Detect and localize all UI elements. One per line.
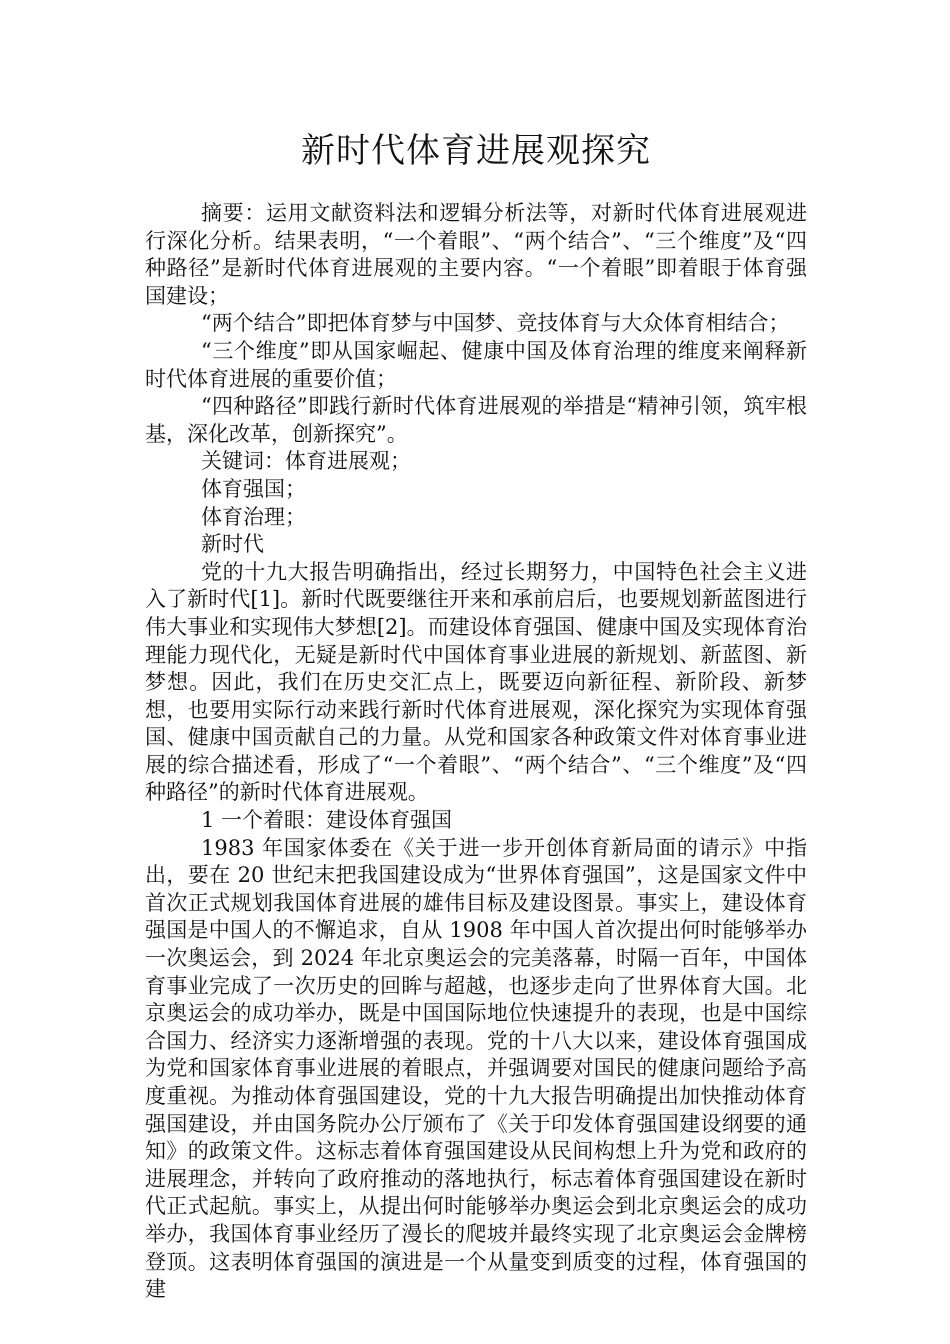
keyword-item: 新时代 <box>201 532 264 557</box>
document-title: 新时代体育进展观探究 <box>301 131 651 171</box>
abstract-paragraph: 摘要：运用文献资料法和逻辑分析法等，对新时代体育进展观进行深化分析。结果表明，“一个着眼”、“两个结合”、“三个维度”及“四种路径”是新时代体育进展观的主要内容。“一个着眼”即着眼于体育强国建设； <box>145 201 807 308</box>
body-paragraph: 1983 年国家体委在《关于进一步开创体育新局面的请示》中指出，要在 20 世纪末把我国建设成为“世界体育强国”，这是国家文件中首次正式规划我国体育进展的雄伟目标及建设图景。事实上，建设体育强国是中国人的不懈追求，自从 1908 年中国人首次提出何时能够举办一次奥运会，到 2024 年北京奥运会的完美落幕，时隔一百年，中国体育事业完成了一次历史的回眸与超越，也逐步走向了世界体育大国。北京奥运会的成功举办，既是中国国际地位快速提升的表现，也是中国综合国力、经济实力逐渐增强的表现。党的十八大以来，建设体育强国成为党和国家体育事业进展的着眼点，并强调要对国民的健康问题给予高度重视。为推动体育强国建设，党的十九大报告明确提出加快推动体育强国建设，并由国务院办公厅颁布了《关于印发体育强国建设纲要的通知》的政策文件。这标志着体育强国建设从民间构想上升为党和政府的进展理念，并转向了政府推动的落地执行，标志着体育强国建设在新时代正式起航。事实上，从提出何时能够举办奥运会到北京奥运会的成功举办，我国体育事业经历了漫长的爬坡并最终实现了北京奥运会金牌榜登顶。这表明体育强国的演进是一个从量变到质变的过程，体育强国的建 <box>145 835 807 1302</box>
body-paragraph: 党的十九大报告明确指出，经过长期努力，中国特色社会主义进入了新时代[1]。新时代既要继往开来和承前启后，也要规划新蓝图进行伟大事业和实现伟大梦想[2]。而建设体育强国、健康中国及实现体育治理能力现代化，无疑是新时代中国体育事业进展的新规划、新蓝图、新梦想。因此，我们在历史交汇点上，既要迈向新征程、新阶段、新梦想，也要用实际行动来践行新时代体育进展观，深化探究为实现体育强国、健康中国贡献自己的力量。从党和国家各种政策文件对体育事业进展的综合描述看，形成了“一个着眼”、“两个结合”、“三个维度”及“四种路径”的新时代体育进展观。 <box>145 559 807 805</box>
abstract-paragraph: “两个结合”即把体育梦与中国梦、竞技体育与大众体育相结合； <box>201 311 790 336</box>
document-body <box>145 200 807 1304</box>
keyword-item: 体育强国； <box>201 476 306 501</box>
abstract-paragraph: “三个维度”即从国家崛起、健康中国及体育治理的维度来阐释新时代体育进展的重要价值； <box>145 338 807 391</box>
section-heading: 1 一个着眼：建设体育强国 <box>201 808 453 833</box>
keyword-item: 体育治理； <box>201 504 306 529</box>
keywords-line: 关键词：体育进展观； <box>201 449 411 474</box>
document-page <box>145 0 807 1304</box>
abstract-paragraph: “四种路径”即践行新时代体育进展观的举措是“精神引领，筑牢根基，深化改革，创新探究”。 <box>145 394 807 446</box>
